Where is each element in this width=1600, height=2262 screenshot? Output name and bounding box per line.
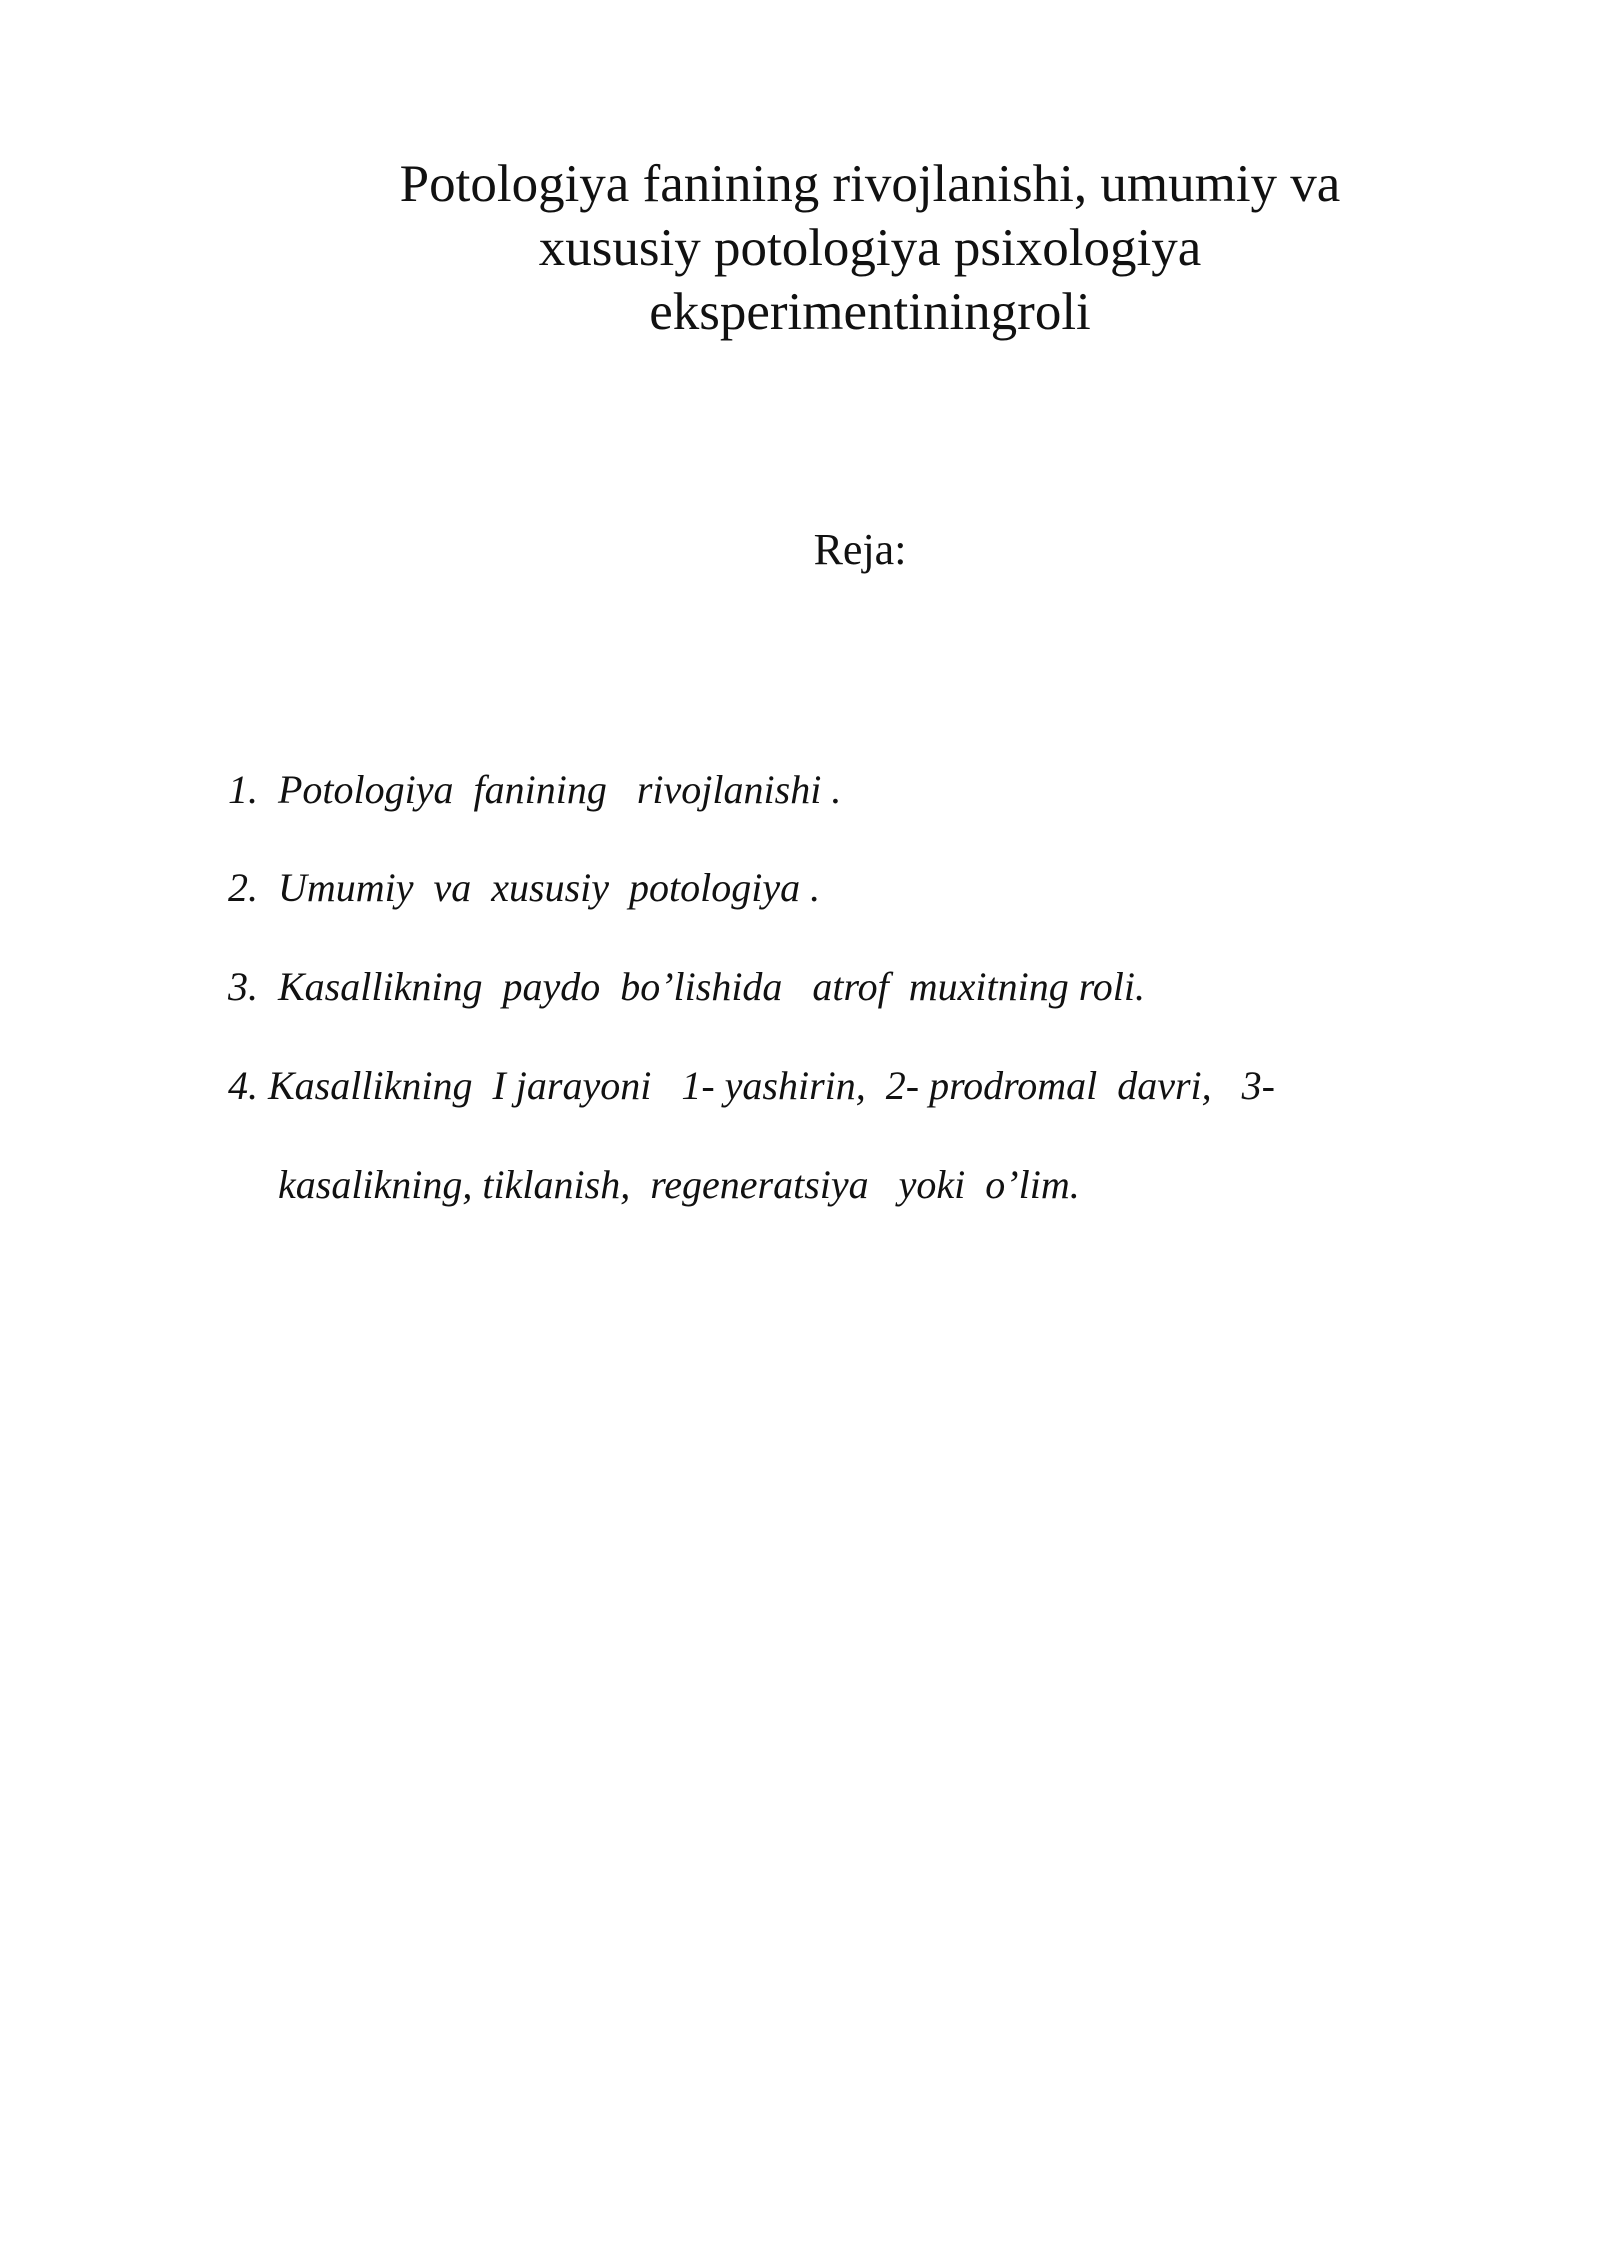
plan-heading: Reja:	[813, 525, 907, 574]
plan-item-number: 1.	[228, 767, 258, 812]
document-title	[305, 152, 1435, 344]
plan-item-2	[228, 863, 1428, 913]
plan-item-text: Kasallikning paydo bo’lishida atrof muxitning roli.	[278, 964, 1146, 1009]
plan-item-text: Potologiya fanining rivojlanishi .	[278, 767, 842, 812]
plan-item-4-continuation: kasalikning, tiklanish, regeneratsiya yoki o’lim.	[278, 1162, 1080, 1207]
title-line-1: Potologiya fanining rivojlanishi, umumiy va	[399, 155, 1341, 213]
title-line-3: eksperimentiningroli	[649, 283, 1091, 341]
plan-item-1	[228, 765, 1428, 815]
plan-item-4	[228, 1061, 1428, 1111]
plan-item-3	[228, 962, 1428, 1012]
plan-item-text: Kasallikning I jarayoni 1- yashirin, 2- prodromal davri, 3-	[268, 1063, 1275, 1108]
plan-item-number: 2.	[228, 865, 258, 910]
plan-item-text: Umumiy va xususiy potologiya .	[278, 865, 821, 910]
plan-item-number: 4.	[228, 1063, 258, 1108]
plan-item-number: 3.	[228, 964, 258, 1009]
title-line-2: xususiy potologiya psixologiya	[538, 219, 1202, 277]
